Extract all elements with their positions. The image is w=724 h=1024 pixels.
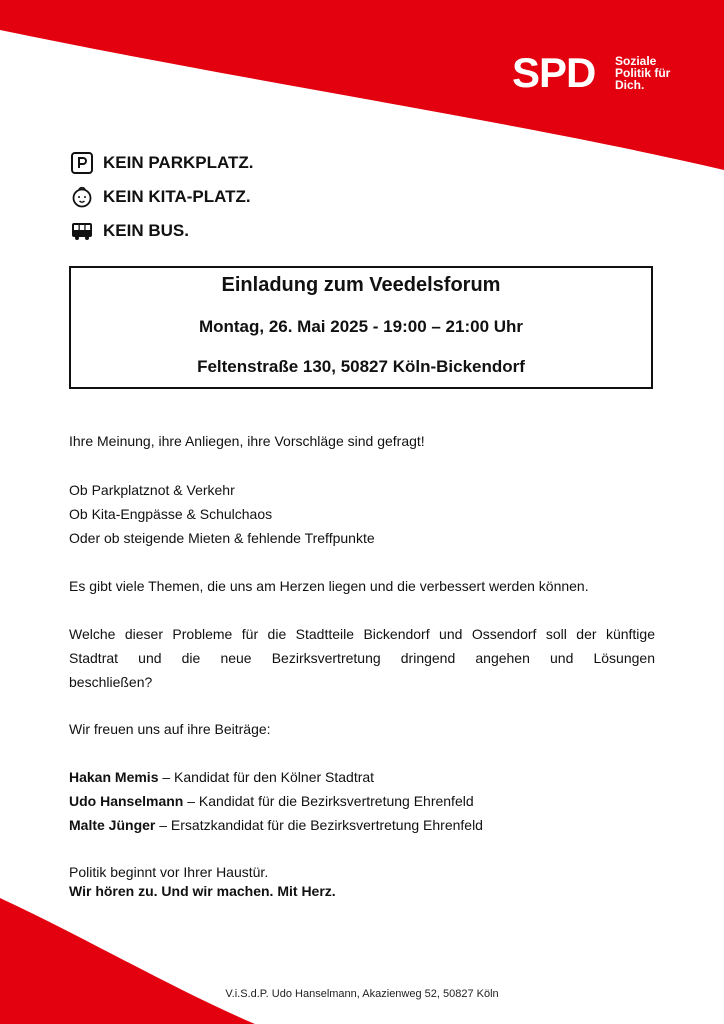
slogan-line-1: Politik beginnt vor Ihrer Haustür. <box>69 864 269 880</box>
candidate-name: Udo Hanselmann <box>69 793 184 809</box>
slogan-line-2: Wir hören zu. Und wir machen. Mit Herz. <box>69 883 336 899</box>
candidate-entry <box>69 792 655 810</box>
headline-text: KEIN KITA-PLATZ. <box>103 187 251 206</box>
topic-item: Ob Parkplatznot & Verkehr <box>69 482 235 498</box>
tagline-line-1: Soziale <box>615 54 657 68</box>
intro-text: Ihre Meinung, ihre Anliegen, ihre Vorschläge sind gefragt! <box>69 433 425 449</box>
imprint-footer: V.i.S.d.P. Udo Hanselmann, Akazienweg 52, 50827 Köln <box>225 988 499 1000</box>
bottom-red-swoosh <box>0 890 724 1024</box>
candidate-name: Hakan Memis <box>69 769 159 785</box>
question-line-3: beschließen? <box>69 674 153 690</box>
candidate-role: – Kandidat für den Kölner Stadtrat <box>158 769 375 785</box>
tagline-line-3: Dich. <box>615 78 645 92</box>
headline-parking <box>70 150 253 176</box>
candidate-name: Malte Jünger <box>69 817 156 833</box>
invitation-title: Einladung zum Veedelsforum <box>221 274 501 296</box>
headline-text: KEIN BUS. <box>103 221 189 240</box>
baby-icon <box>70 185 94 209</box>
headline-text: KEIN PARKPLATZ. <box>103 153 254 172</box>
candidate-role: – Ersatzkandidat für die Bezirksvertretung Ehrenfeld <box>155 817 483 833</box>
headline-kita <box>70 184 251 210</box>
bus-icon <box>70 219 94 243</box>
closing-invite: Wir freuen uns auf ihre Beiträge: <box>69 721 271 737</box>
invitation-box <box>69 266 653 389</box>
question-line-2: Stadtrat und die neue Bezirksvertretung dringend angehen und Lösungen <box>69 650 655 666</box>
themes-text: Es gibt viele Themen, die uns am Herzen liegen und die verbessert werden können. <box>69 578 589 594</box>
tagline-line-2: Politik für <box>615 66 671 80</box>
spd-logo <box>512 49 682 96</box>
headline-bus <box>70 218 189 244</box>
candidate-entry <box>69 768 655 786</box>
invitation-address: Feltenstraße 130, 50827 Köln-Bickendorf <box>197 357 525 376</box>
logo-tagline <box>615 55 670 91</box>
parking-icon <box>70 151 94 175</box>
logo-wordmark: SPD <box>512 49 596 96</box>
candidate-entry <box>69 816 655 834</box>
topic-item: Ob Kita-Engpässe & Schulchaos <box>69 506 273 522</box>
invitation-date: Montag, 26. Mai 2025 - 19:00 – 21:00 Uhr <box>198 317 524 336</box>
question-line-1: Welche dieser Probleme für die Stadtteile Bickendorf und Ossendorf soll der künftige <box>69 626 655 642</box>
candidate-role: – Kandidat für die Bezirksvertretung Ehrenfeld <box>183 793 474 809</box>
topic-item: Oder ob steigende Mieten & fehlende Treffpunkte <box>69 530 375 546</box>
